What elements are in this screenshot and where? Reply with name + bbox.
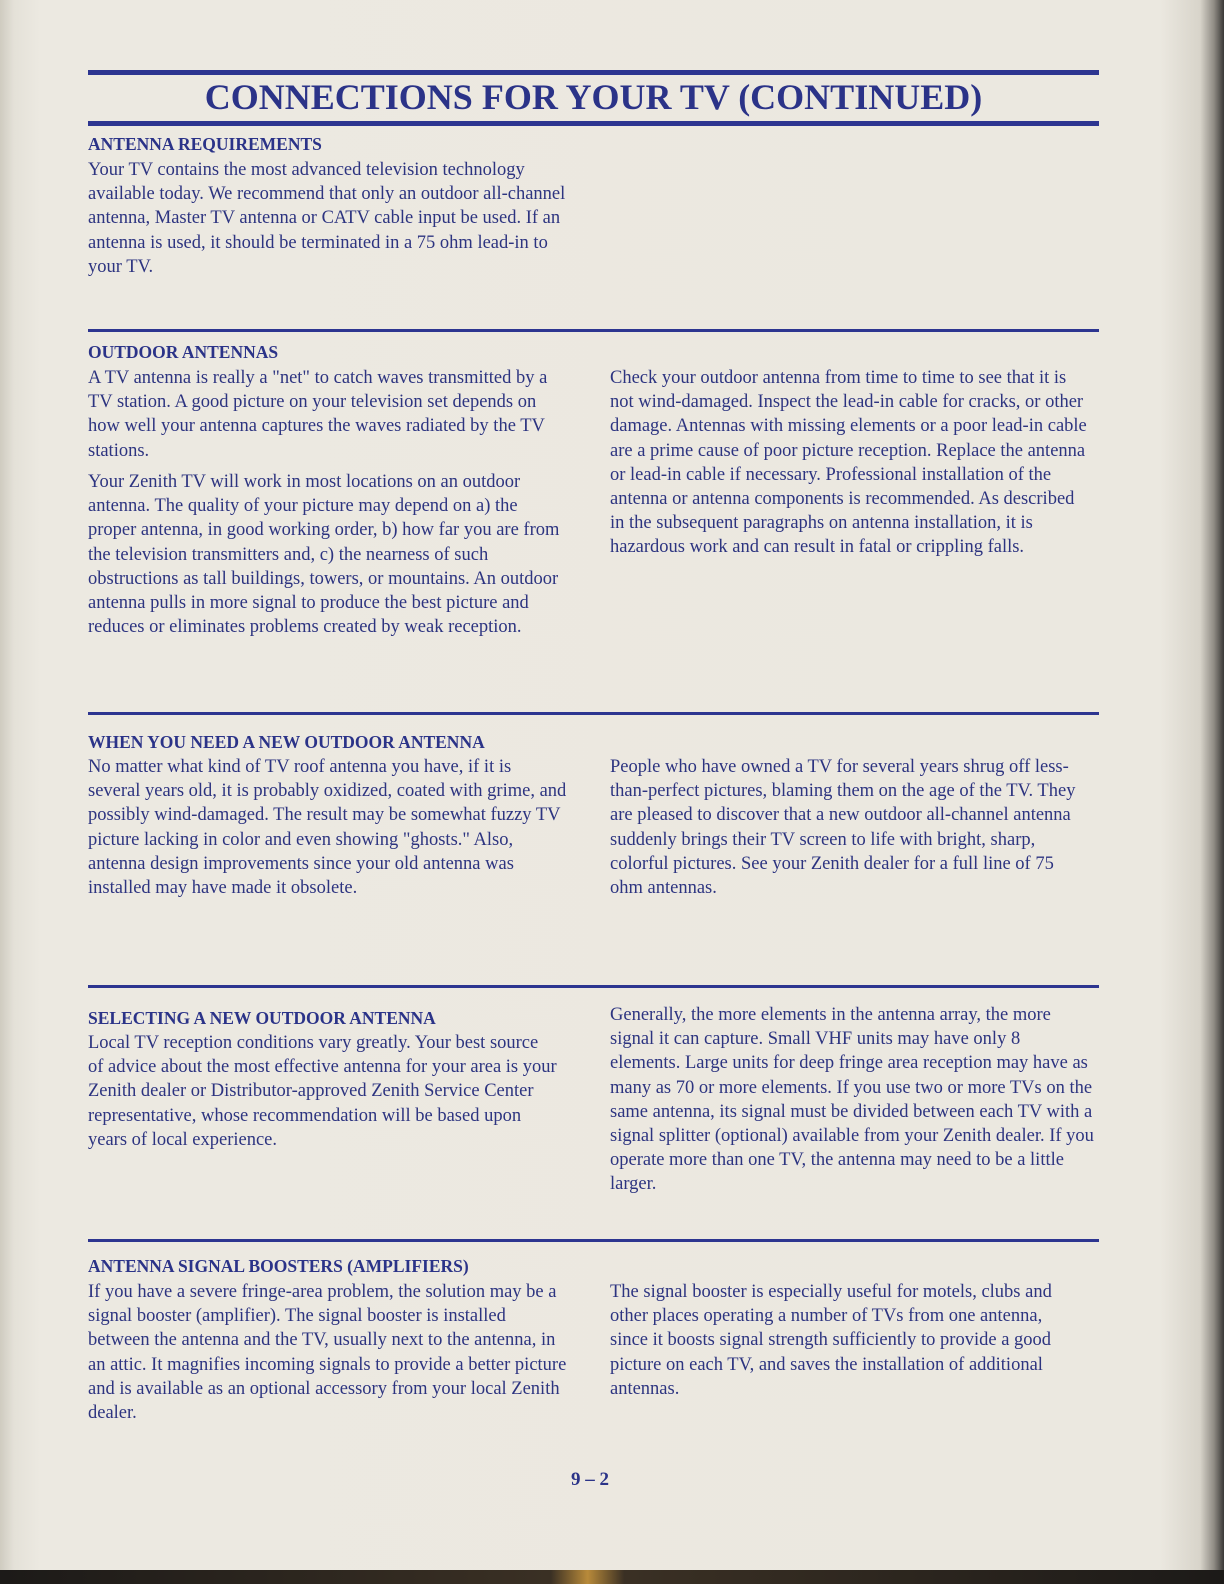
paragraph: People who have owned a TV for several years shrug off less-than-perfect pictures, blaming them on the age of the TV. They are pleased to discover that a new outdoor all-channel antenna suddenly brings their TV screen to life with bright, sharp, colorful pictures. See your Zenith dealer for a full line of 75 ohm antennas. — [610, 757, 1076, 899]
section-divider — [88, 985, 1099, 988]
section-heading: OUTDOOR ANTENNAS — [88, 342, 279, 362]
section-divider — [88, 712, 1099, 715]
paragraph: Your Zenith TV will work in most locations on an outdoor antenna. The quality of your picture may depend on a) the proper antenna, in good working order, b) how far you are from the television transmitters and, c) the nearness of such obstructions as tall buildings, towers, or mountains. An outdoor antenna pulls in more signal to produce the best picture and reduces or eliminates problems created by weak reception. — [88, 472, 560, 638]
paragraph: If you have a severe fringe-area problem, the solution may be a signal booster (amplifier). The signal booster is installed between the antenna and the TV, usually next to the antenna, in an attic. It magnifies incoming signals to provide a better picture and is available as an optional accessory from your local Zenith dealer. — [88, 1282, 567, 1424]
page-bottom-edge — [0, 1570, 1224, 1584]
paragraph: Local TV reception conditions vary greatly. Your best source of advice about the most effective antenna for your area is your Zenith dealer or Distributor-approved Zenith Service Center representative, whose recommendation will be based upon years of local experience. — [88, 1033, 557, 1150]
page-number: 9 – 2 — [571, 1469, 609, 1490]
section-heading: WHEN YOU NEED A NEW OUTDOOR ANTENNA — [88, 732, 485, 752]
paragraph: The signal booster is especially useful for motels, clubs and other places operating a number of TVs from one antenna, since it boosts signal strength sufficiently to provide a good picture on each TV, and saves the installation of additional antennas. — [610, 1282, 1052, 1399]
title-bottom-rule — [88, 121, 1099, 126]
section-heading: ANTENNA REQUIREMENTS — [88, 134, 322, 154]
section-divider — [88, 1239, 1099, 1242]
section-heading: SELECTING A NEW OUTDOOR ANTENNA — [88, 1008, 436, 1028]
paragraph: Check your outdoor antenna from time to time to see that it is not wind-damaged. Inspect the lead-in cable for cracks, or other damage. Antennas with missing elements or a poor lead-in cable are a prime cause of poor picture reception. Replace the antenna or lead-in cable if necessary. Professional installation of the antenna or antenna components is recommended. As described in the subsequent paragraphs on antenna installation, it is hazardous work and can result in fatal or crippling falls. — [610, 368, 1087, 558]
paragraph: Your TV contains the most advanced television technology available today. We recommend that only an outdoor all-channel antenna, Master TV antenna or CATV cable input be used. If an antenna is used, it should be terminated in a 75 ohm lead-in to your TV. — [88, 160, 566, 277]
title-top-rule — [88, 70, 1099, 75]
paragraph: Generally, the more elements in the antenna array, the more signal it can capture. Small VHF units may have only 8 elements. Large units for deep fringe area reception may have as many as 70 or more elements. If you use two or more TVs on the same antenna, its signal must be divided between each TV with a signal splitter (optional) available from your Zenith dealer. If you operate more than one TV, the antenna may need to be a little larger. — [610, 1005, 1094, 1195]
page-title: CONNECTIONS FOR YOUR TV (CONTINUED) — [204, 77, 983, 117]
paragraph: No matter what kind of TV roof antenna you have, if it is several years old, it is probably oxidized, coated with grime, and possibly wind-damaged. The result may be somewhat fuzzy TV picture lacking in color and even showing "ghosts." Also, antenna design improvements since your old antenna was installed may have made it obsolete. — [88, 757, 567, 899]
paragraph: A TV antenna is really a "net" to catch waves transmitted by a TV station. A good picture on your television set depends on how well your antenna captures the waves radiated by the TV stations. — [88, 368, 548, 461]
section-divider — [88, 329, 1099, 332]
section-heading: ANTENNA SIGNAL BOOSTERS (AMPLIFIERS) — [88, 1256, 469, 1276]
